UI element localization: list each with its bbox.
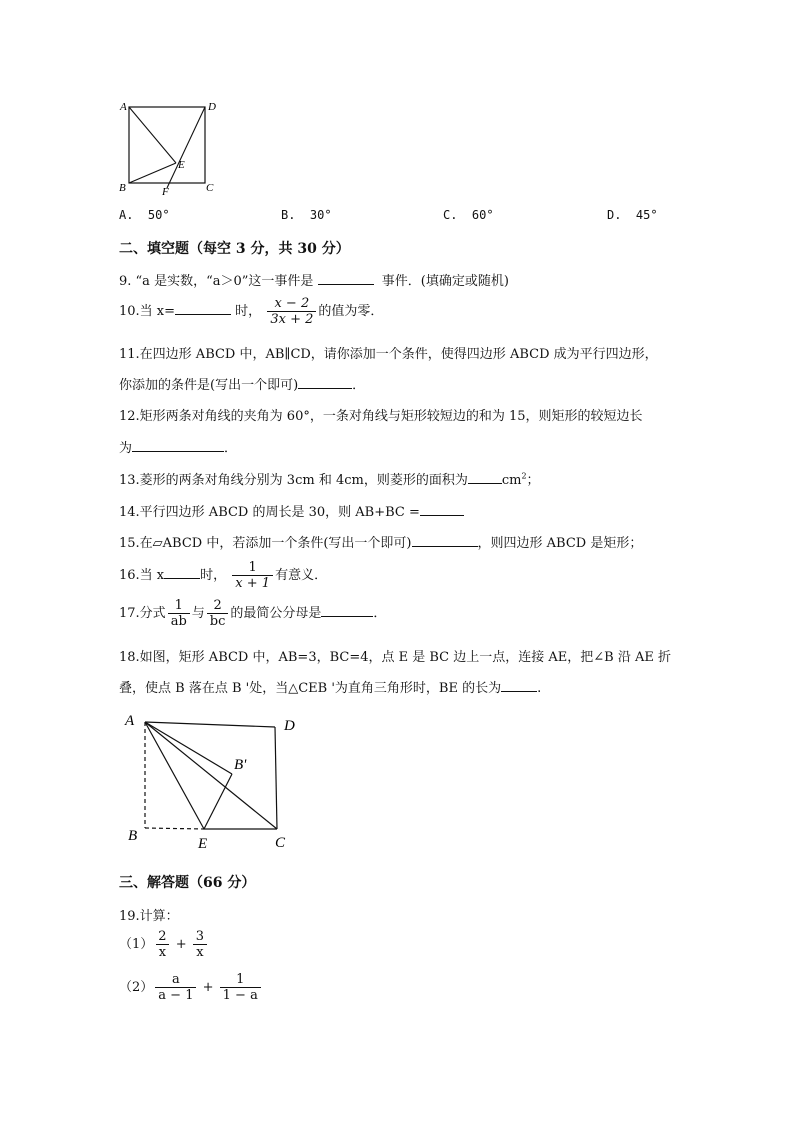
label-a: A xyxy=(125,713,135,729)
q12-answer-blank[interactable] xyxy=(132,439,224,452)
segment-ae xyxy=(129,107,176,163)
diagonal-ac xyxy=(145,722,277,829)
segment-df xyxy=(167,107,205,188)
label-b-prime: B' xyxy=(234,757,247,773)
square-outline xyxy=(129,107,205,183)
question-17: 17.分式 $\frac{1}{ab}$ 与 $\frac{2}{bc}$ 的最简公分母是 ． xyxy=(119,598,387,629)
q10-answer-blank[interactable] xyxy=(175,302,231,315)
question-11-line2: 你添加的条件是(写出一个即可) ． xyxy=(119,378,366,393)
question-18-line2: 叠，使点 B 落在点 B '处，当△CEB '为直角三角形时，BE 的长为 . xyxy=(119,681,542,696)
label-c: C xyxy=(206,182,214,194)
q17-fraction-1: $\frac{1}{ab}$ xyxy=(168,598,190,629)
section-2-title: 二、填空题（每空 3 分，共 30 分） xyxy=(119,241,350,257)
question-12-line2: 为 ． xyxy=(119,441,238,456)
option-b[interactable]: B. 30° xyxy=(281,208,332,222)
segment-be-dashed xyxy=(145,828,204,829)
option-c[interactable]: C. 60° xyxy=(443,208,494,222)
question-15: 15.在▱ABCD 中，若添加一个条件(写出一个即可) ，则四边形 ABCD 是矩形； xyxy=(119,536,643,551)
section-3-title: 三、解答题（66 分） xyxy=(119,875,256,891)
q19-2-fraction-2: $\frac{1}{1 - a}$ xyxy=(220,972,261,1003)
side-dc xyxy=(275,727,277,829)
q13-answer-blank[interactable] xyxy=(468,471,502,484)
label-f: F xyxy=(162,186,169,198)
q17-answer-blank[interactable] xyxy=(321,604,373,617)
segment-b-prime-e xyxy=(204,774,232,829)
label-c: C xyxy=(275,835,286,851)
segment-ab-prime xyxy=(145,722,232,774)
question-12-line1: 12.矩形两条对角线的夹角为 60°，一条对角线与矩形较短边的和为 15，则矩形的较短边长 xyxy=(119,409,643,424)
q19-1-fraction-2: $\frac{3}{x}$ xyxy=(193,929,207,960)
question-13: 13.菱形的两条对角线分别为 3cm 和 4cm，则菱形的面积为 $cm^2$； xyxy=(119,471,540,488)
question-19-part-2: （2） $\frac{a}{a - 1}$ + $\frac{1}{1 - a}$ xyxy=(119,972,263,1003)
question-11-line1: 11.在四边形 ABCD 中，AB∥CD，请你添加一个条件，使得四边形 ABCD 成为平行四边形， xyxy=(119,347,658,362)
question-18-line1: 18.如图，矩形 ABCD 中，AB=3，BC=4，点 E 是 BC 边上一点，连接 AE，把∠B 沿 AE 折 xyxy=(119,650,671,665)
label-b: B xyxy=(119,182,126,194)
label-d: D xyxy=(208,101,216,113)
q11-answer-blank[interactable] xyxy=(298,376,352,389)
question-19-title: 19.计算： xyxy=(119,909,179,924)
segment-be xyxy=(129,163,176,183)
q15-answer-blank[interactable] xyxy=(412,534,478,547)
q19-1-fraction-1: $\frac{2}{x}$ xyxy=(155,929,169,960)
q17-fraction-2: $\frac{2}{bc}$ xyxy=(207,598,229,629)
question-14: 14.平行四边形 ABCD 的周长是 30，则 AB+BC = xyxy=(119,501,464,520)
label-e: E xyxy=(198,836,208,852)
q16-answer-blank[interactable] xyxy=(164,566,200,579)
q14-answer-blank[interactable] xyxy=(420,503,464,516)
question-16: 16.当 x 时， $\frac{1}{x + 1}$ 有意义． xyxy=(119,560,328,591)
label-d: D xyxy=(284,718,295,734)
q18-answer-blank[interactable] xyxy=(501,679,537,692)
figure-square-abcd xyxy=(112,96,222,198)
figure-rectangle-fold xyxy=(118,708,308,854)
label-a: A xyxy=(120,101,127,113)
question-9: 9. “a 是实数，“a＞0”这一事件是 事件．(填确定或随机) xyxy=(119,274,509,289)
side-ad xyxy=(145,722,275,727)
label-b: B xyxy=(128,828,138,844)
question-19-part-1: （1） $\frac{2}{x}$ + $\frac{3}{x}$ xyxy=(119,929,209,960)
option-a[interactable]: A. 50° xyxy=(119,208,170,222)
segment-ae xyxy=(145,722,204,829)
q19-2-fraction-1: $\frac{a}{a - 1}$ xyxy=(155,972,196,1003)
option-d[interactable]: D. 45° xyxy=(607,208,658,222)
q10-fraction: $\frac{x - 2}{3x + 2}$ xyxy=(267,296,316,327)
label-e: E xyxy=(178,159,185,171)
q16-fraction: $\frac{1}{x + 1}$ xyxy=(232,560,273,591)
q9-answer-blank[interactable] xyxy=(318,272,374,285)
question-10: 10.当 x= 时， $\frac{x - 2}{3x + 2}$ 的值为零． xyxy=(119,296,384,327)
